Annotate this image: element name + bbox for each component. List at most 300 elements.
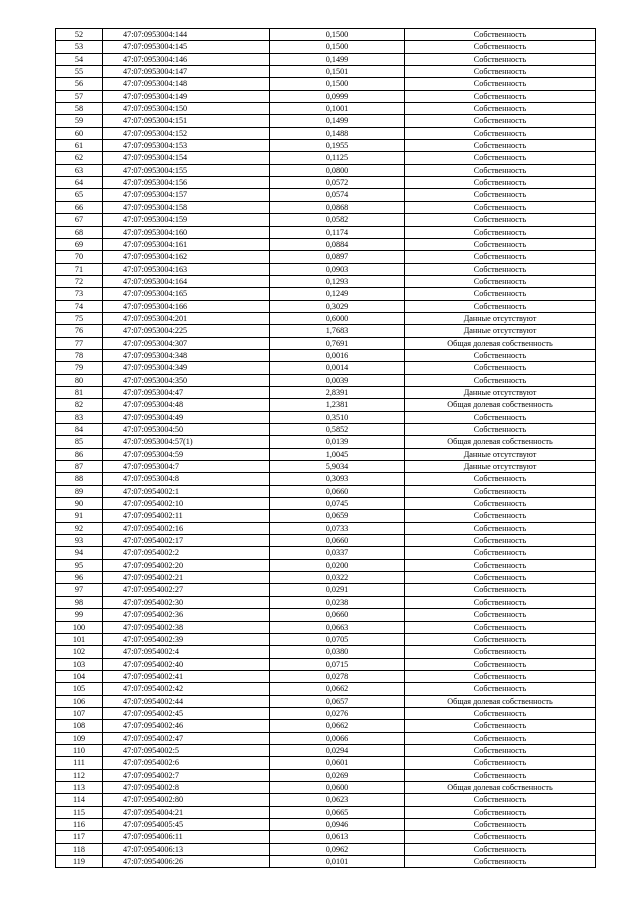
row-number-cell: 112 xyxy=(56,769,103,781)
row-number-cell: 111 xyxy=(56,757,103,769)
ownership-type-cell: Общая долевая собственность xyxy=(405,781,596,793)
area-value-cell: 0,0016 xyxy=(270,349,405,361)
row-number-cell: 62 xyxy=(56,152,103,164)
area-value-cell: 0,0291 xyxy=(270,584,405,596)
row-number-cell: 107 xyxy=(56,707,103,719)
table-row xyxy=(56,90,596,102)
table-row xyxy=(56,127,596,139)
row-number-cell: 81 xyxy=(56,386,103,398)
table-row xyxy=(56,461,596,473)
table-row xyxy=(56,386,596,398)
cadastral-number-cell: 47:07:0953004:166 xyxy=(103,300,270,312)
table-row xyxy=(56,658,596,670)
cadastral-number-cell: 47:07:0954005:45 xyxy=(103,819,270,831)
cadastral-number-cell: 47:07:0954002:16 xyxy=(103,522,270,534)
cadastral-number-cell: 47:07:0953004:164 xyxy=(103,275,270,287)
area-value-cell: 0,3510 xyxy=(270,411,405,423)
cadastral-number-cell: 47:07:0954002:4 xyxy=(103,646,270,658)
area-value-cell: 0,6000 xyxy=(270,312,405,324)
ownership-type-cell: Собственность xyxy=(405,856,596,868)
table-row xyxy=(56,621,596,633)
cadastral-number-cell: 47:07:0954002:80 xyxy=(103,794,270,806)
cadastral-number-cell: 47:07:0953004:201 xyxy=(103,312,270,324)
ownership-type-cell: Собственность xyxy=(405,362,596,374)
table-row xyxy=(56,781,596,793)
cadastral-number-cell: 47:07:0953004:148 xyxy=(103,78,270,90)
ownership-type-cell: Собственность xyxy=(405,115,596,127)
table-row xyxy=(56,300,596,312)
area-value-cell: 1,0045 xyxy=(270,448,405,460)
row-number-cell: 72 xyxy=(56,275,103,287)
ownership-type-cell: Собственность xyxy=(405,53,596,65)
row-number-cell: 59 xyxy=(56,115,103,127)
cadastral-number-cell: 47:07:0954002:8 xyxy=(103,781,270,793)
ownership-type-cell: Собственность xyxy=(405,498,596,510)
area-value-cell: 0,0238 xyxy=(270,596,405,608)
cadastral-number-cell: 47:07:0954002:30 xyxy=(103,596,270,608)
cadastral-number-cell: 47:07:0954002:2 xyxy=(103,547,270,559)
area-value-cell: 0,0946 xyxy=(270,819,405,831)
ownership-type-cell: Собственность xyxy=(405,127,596,139)
cadastral-number-cell: 47:07:0953004:161 xyxy=(103,238,270,250)
cadastral-number-cell: 47:07:0954002:7 xyxy=(103,769,270,781)
table-row xyxy=(56,349,596,361)
table-row xyxy=(56,683,596,695)
ownership-type-cell: Собственность xyxy=(405,510,596,522)
area-value-cell: 0,0745 xyxy=(270,498,405,510)
ownership-type-cell: Собственность xyxy=(405,831,596,843)
area-value-cell: 0,0999 xyxy=(270,90,405,102)
area-value-cell: 0,1001 xyxy=(270,103,405,115)
ownership-type-cell: Собственность xyxy=(405,140,596,152)
ownership-type-cell: Собственность xyxy=(405,646,596,658)
table-row xyxy=(56,263,596,275)
row-number-cell: 61 xyxy=(56,140,103,152)
table-row xyxy=(56,337,596,349)
area-value-cell: 0,0574 xyxy=(270,189,405,201)
cadastral-number-cell: 47:07:0954002:47 xyxy=(103,732,270,744)
area-value-cell: 0,0962 xyxy=(270,843,405,855)
cadastral-number-cell: 47:07:0953004:150 xyxy=(103,103,270,115)
area-value-cell: 0,0572 xyxy=(270,177,405,189)
ownership-type-cell: Общая долевая собственность xyxy=(405,436,596,448)
ownership-type-cell: Собственность xyxy=(405,584,596,596)
ownership-type-cell: Собственность xyxy=(405,251,596,263)
cadastral-number-cell: 47:07:0954006:11 xyxy=(103,831,270,843)
ownership-type-cell: Собственность xyxy=(405,522,596,534)
ownership-type-cell: Собственность xyxy=(405,164,596,176)
table-row xyxy=(56,485,596,497)
row-number-cell: 84 xyxy=(56,424,103,436)
table-row xyxy=(56,411,596,423)
cadastral-number-cell: 47:07:0954002:17 xyxy=(103,535,270,547)
cadastral-number-cell: 47:07:0953004:147 xyxy=(103,66,270,78)
area-value-cell: 1,2381 xyxy=(270,399,405,411)
table-row xyxy=(56,473,596,485)
ownership-type-cell: Собственность xyxy=(405,720,596,732)
row-number-cell: 110 xyxy=(56,744,103,756)
ownership-type-cell: Общая долевая собственность xyxy=(405,399,596,411)
cadastral-number-cell: 47:07:0954002:46 xyxy=(103,720,270,732)
ownership-type-cell: Собственность xyxy=(405,757,596,769)
table-row xyxy=(56,399,596,411)
ownership-type-cell: Данные отсутствуют xyxy=(405,325,596,337)
row-number-cell: 108 xyxy=(56,720,103,732)
row-number-cell: 58 xyxy=(56,103,103,115)
cadastral-number-cell: 47:07:0953004:59 xyxy=(103,448,270,460)
area-value-cell: 0,1249 xyxy=(270,288,405,300)
row-number-cell: 77 xyxy=(56,337,103,349)
ownership-type-cell: Собственность xyxy=(405,238,596,250)
ownership-type-cell: Собственность xyxy=(405,349,596,361)
row-number-cell: 53 xyxy=(56,41,103,53)
row-number-cell: 71 xyxy=(56,263,103,275)
table-row xyxy=(56,732,596,744)
area-value-cell: 0,0139 xyxy=(270,436,405,448)
cadastral-number-cell: 47:07:0953004:144 xyxy=(103,29,270,41)
cadastral-number-cell: 47:07:0953004:350 xyxy=(103,374,270,386)
cadastral-number-cell: 47:07:0953004:145 xyxy=(103,41,270,53)
cadastral-number-cell: 47:07:0953004:156 xyxy=(103,177,270,189)
row-number-cell: 57 xyxy=(56,90,103,102)
area-value-cell: 0,0662 xyxy=(270,683,405,695)
row-number-cell: 70 xyxy=(56,251,103,263)
table-row xyxy=(56,312,596,324)
area-value-cell: 0,0800 xyxy=(270,164,405,176)
ownership-type-cell: Собственность xyxy=(405,29,596,41)
ownership-type-cell: Собственность xyxy=(405,189,596,201)
ownership-type-cell: Собственность xyxy=(405,275,596,287)
cadastral-number-cell: 47:07:0953004:158 xyxy=(103,201,270,213)
ownership-type-cell: Данные отсутствуют xyxy=(405,448,596,460)
area-value-cell: 0,1174 xyxy=(270,226,405,238)
row-number-cell: 63 xyxy=(56,164,103,176)
table-row xyxy=(56,572,596,584)
row-number-cell: 87 xyxy=(56,461,103,473)
cadastral-number-cell: 47:07:0953004:149 xyxy=(103,90,270,102)
ownership-type-cell: Собственность xyxy=(405,572,596,584)
table-row xyxy=(56,53,596,65)
cadastral-number-cell: 47:07:0954002:41 xyxy=(103,670,270,682)
table-row xyxy=(56,535,596,547)
row-number-cell: 64 xyxy=(56,177,103,189)
area-value-cell: 0,0662 xyxy=(270,720,405,732)
cadastral-number-cell: 47:07:0954002:36 xyxy=(103,609,270,621)
table-row xyxy=(56,164,596,176)
ownership-type-cell: Собственность xyxy=(405,201,596,213)
row-number-cell: 88 xyxy=(56,473,103,485)
area-value-cell: 0,0101 xyxy=(270,856,405,868)
area-value-cell: 0,1501 xyxy=(270,66,405,78)
table-row xyxy=(56,78,596,90)
row-number-cell: 96 xyxy=(56,572,103,584)
area-value-cell: 0,5852 xyxy=(270,424,405,436)
row-number-cell: 115 xyxy=(56,806,103,818)
table-row xyxy=(56,275,596,287)
ownership-type-cell: Собственность xyxy=(405,670,596,682)
table-row xyxy=(56,819,596,831)
table-row xyxy=(56,238,596,250)
row-number-cell: 109 xyxy=(56,732,103,744)
area-value-cell: 0,0663 xyxy=(270,621,405,633)
row-number-cell: 113 xyxy=(56,781,103,793)
table-row xyxy=(56,744,596,756)
area-value-cell: 0,0868 xyxy=(270,201,405,213)
row-number-cell: 73 xyxy=(56,288,103,300)
area-value-cell: 0,1499 xyxy=(270,53,405,65)
area-value-cell: 2,8391 xyxy=(270,386,405,398)
area-value-cell: 0,3093 xyxy=(270,473,405,485)
table-row xyxy=(56,695,596,707)
cadastral-number-cell: 47:07:0954002:45 xyxy=(103,707,270,719)
table-row xyxy=(56,843,596,855)
cadastral-number-cell: 47:07:0953004:8 xyxy=(103,473,270,485)
ownership-type-cell: Собственность xyxy=(405,843,596,855)
area-value-cell: 0,0039 xyxy=(270,374,405,386)
row-number-cell: 100 xyxy=(56,621,103,633)
row-number-cell: 52 xyxy=(56,29,103,41)
cadastral-number-cell: 47:07:0953004:163 xyxy=(103,263,270,275)
area-value-cell: 0,0665 xyxy=(270,806,405,818)
table-row xyxy=(56,325,596,337)
ownership-type-cell: Собственность xyxy=(405,66,596,78)
area-value-cell: 0,1500 xyxy=(270,78,405,90)
area-value-cell: 0,0897 xyxy=(270,251,405,263)
cadastral-number-cell: 47:07:0953004:160 xyxy=(103,226,270,238)
cadastral-number-cell: 47:07:0954002:27 xyxy=(103,584,270,596)
ownership-type-cell: Данные отсутствуют xyxy=(405,461,596,473)
table-row xyxy=(56,609,596,621)
cadastral-number-cell: 47:07:0953004:50 xyxy=(103,424,270,436)
table-row xyxy=(56,201,596,213)
area-value-cell: 0,0337 xyxy=(270,547,405,559)
row-number-cell: 94 xyxy=(56,547,103,559)
cadastral-number-cell: 47:07:0954002:5 xyxy=(103,744,270,756)
ownership-type-cell: Собственность xyxy=(405,214,596,226)
table-row xyxy=(56,559,596,571)
cadastral-number-cell: 47:07:0953004:146 xyxy=(103,53,270,65)
ownership-type-cell: Собственность xyxy=(405,78,596,90)
ownership-type-cell: Общая долевая собственность xyxy=(405,695,596,707)
row-number-cell: 66 xyxy=(56,201,103,213)
row-number-cell: 69 xyxy=(56,238,103,250)
ownership-type-cell: Собственность xyxy=(405,732,596,744)
row-number-cell: 76 xyxy=(56,325,103,337)
ownership-type-cell: Собственность xyxy=(405,226,596,238)
cadastral-number-cell: 47:07:0953004:348 xyxy=(103,349,270,361)
cadastral-number-cell: 47:07:0953004:153 xyxy=(103,140,270,152)
ownership-type-cell: Собственность xyxy=(405,559,596,571)
cadastral-number-cell: 47:07:0954004:21 xyxy=(103,806,270,818)
table-row xyxy=(56,547,596,559)
ownership-type-cell: Собственность xyxy=(405,806,596,818)
row-number-cell: 117 xyxy=(56,831,103,843)
table-row xyxy=(56,831,596,843)
cadastral-number-cell: 47:07:0954002:6 xyxy=(103,757,270,769)
ownership-type-cell: Собственность xyxy=(405,633,596,645)
row-number-cell: 67 xyxy=(56,214,103,226)
cadastral-number-cell: 47:07:0953004:307 xyxy=(103,337,270,349)
ownership-type-cell: Собственность xyxy=(405,609,596,621)
table-row xyxy=(56,103,596,115)
row-number-cell: 106 xyxy=(56,695,103,707)
ownership-type-cell: Собственность xyxy=(405,263,596,275)
row-number-cell: 119 xyxy=(56,856,103,868)
table-row xyxy=(56,41,596,53)
ownership-type-cell: Собственность xyxy=(405,547,596,559)
area-value-cell: 0,0659 xyxy=(270,510,405,522)
ownership-type-cell: Собственность xyxy=(405,424,596,436)
area-value-cell: 0,1499 xyxy=(270,115,405,127)
row-number-cell: 116 xyxy=(56,819,103,831)
area-value-cell: 0,0294 xyxy=(270,744,405,756)
row-number-cell: 103 xyxy=(56,658,103,670)
cadastral-number-cell: 47:07:0953004:157 xyxy=(103,189,270,201)
area-value-cell: 0,0660 xyxy=(270,485,405,497)
area-value-cell: 0,0276 xyxy=(270,707,405,719)
cadastral-number-cell: 47:07:0954002:11 xyxy=(103,510,270,522)
area-value-cell: 0,0582 xyxy=(270,214,405,226)
row-number-cell: 79 xyxy=(56,362,103,374)
cadastral-number-cell: 47:07:0953004:49 xyxy=(103,411,270,423)
area-value-cell: 0,1955 xyxy=(270,140,405,152)
area-value-cell: 0,0623 xyxy=(270,794,405,806)
cadastral-number-cell: 47:07:0953004:154 xyxy=(103,152,270,164)
ownership-type-cell: Собственность xyxy=(405,707,596,719)
ownership-type-cell: Собственность xyxy=(405,621,596,633)
area-value-cell: 0,0613 xyxy=(270,831,405,843)
table-row xyxy=(56,374,596,386)
row-number-cell: 98 xyxy=(56,596,103,608)
ownership-type-cell: Собственность xyxy=(405,300,596,312)
table-row xyxy=(56,189,596,201)
area-value-cell: 0,0660 xyxy=(270,535,405,547)
ownership-type-cell: Собственность xyxy=(405,374,596,386)
row-number-cell: 74 xyxy=(56,300,103,312)
row-number-cell: 105 xyxy=(56,683,103,695)
table-row xyxy=(56,769,596,781)
row-number-cell: 101 xyxy=(56,633,103,645)
ownership-type-cell: Собственность xyxy=(405,90,596,102)
table-row xyxy=(56,214,596,226)
area-value-cell: 5,9034 xyxy=(270,461,405,473)
row-number-cell: 90 xyxy=(56,498,103,510)
row-number-cell: 91 xyxy=(56,510,103,522)
area-value-cell: 0,0014 xyxy=(270,362,405,374)
area-value-cell: 0,0066 xyxy=(270,732,405,744)
cadastral-number-cell: 47:07:0953004:48 xyxy=(103,399,270,411)
table-row xyxy=(56,251,596,263)
table-row xyxy=(56,757,596,769)
ownership-type-cell: Собственность xyxy=(405,177,596,189)
row-number-cell: 60 xyxy=(56,127,103,139)
table-row xyxy=(56,362,596,374)
row-number-cell: 95 xyxy=(56,559,103,571)
cadastral-number-cell: 47:07:0953004:165 xyxy=(103,288,270,300)
area-value-cell: 0,0660 xyxy=(270,609,405,621)
table-row xyxy=(56,510,596,522)
cadastral-number-cell: 47:07:0954006:13 xyxy=(103,843,270,855)
cadastral-number-cell: 47:07:0953004:162 xyxy=(103,251,270,263)
row-number-cell: 114 xyxy=(56,794,103,806)
area-value-cell: 0,0884 xyxy=(270,238,405,250)
table-row xyxy=(56,140,596,152)
table-row xyxy=(56,177,596,189)
area-value-cell: 0,1125 xyxy=(270,152,405,164)
row-number-cell: 92 xyxy=(56,522,103,534)
ownership-type-cell: Собственность xyxy=(405,658,596,670)
ownership-type-cell: Собственность xyxy=(405,473,596,485)
table-body xyxy=(56,29,596,868)
ownership-type-cell: Собственность xyxy=(405,288,596,300)
area-value-cell: 0,0269 xyxy=(270,769,405,781)
ownership-type-cell: Общая долевая собственность xyxy=(405,337,596,349)
ownership-type-cell: Собственность xyxy=(405,535,596,547)
row-number-cell: 89 xyxy=(56,485,103,497)
area-value-cell: 0,1293 xyxy=(270,275,405,287)
ownership-type-cell: Собственность xyxy=(405,411,596,423)
cadastral-number-cell: 47:07:0953004:159 xyxy=(103,214,270,226)
table-row xyxy=(56,226,596,238)
table-row xyxy=(56,856,596,868)
table-row xyxy=(56,646,596,658)
row-number-cell: 97 xyxy=(56,584,103,596)
row-number-cell: 65 xyxy=(56,189,103,201)
table-row xyxy=(56,670,596,682)
cadastral-number-cell: 47:07:0954002:10 xyxy=(103,498,270,510)
cadastral-number-cell: 47:07:0954002:20 xyxy=(103,559,270,571)
cadastral-number-cell: 47:07:0953004:47 xyxy=(103,386,270,398)
cadastral-number-cell: 47:07:0953004:57(1) xyxy=(103,436,270,448)
table-row xyxy=(56,424,596,436)
table-row xyxy=(56,794,596,806)
row-number-cell: 54 xyxy=(56,53,103,65)
table-row xyxy=(56,498,596,510)
table-row xyxy=(56,707,596,719)
area-value-cell: 1,7683 xyxy=(270,325,405,337)
area-value-cell: 0,0200 xyxy=(270,559,405,571)
area-value-cell: 0,0380 xyxy=(270,646,405,658)
table-row xyxy=(56,436,596,448)
ownership-type-cell: Собственность xyxy=(405,152,596,164)
area-value-cell: 0,1500 xyxy=(270,41,405,53)
cadastral-number-cell: 47:07:0953004:225 xyxy=(103,325,270,337)
land-parcel-table xyxy=(55,28,596,868)
ownership-type-cell: Собственность xyxy=(405,485,596,497)
ownership-type-cell: Собственность xyxy=(405,103,596,115)
area-value-cell: 0,0903 xyxy=(270,263,405,275)
row-number-cell: 56 xyxy=(56,78,103,90)
table-row xyxy=(56,720,596,732)
cadastral-number-cell: 47:07:0953004:151 xyxy=(103,115,270,127)
ownership-type-cell: Собственность xyxy=(405,596,596,608)
area-value-cell: 0,0733 xyxy=(270,522,405,534)
table-row xyxy=(56,806,596,818)
row-number-cell: 82 xyxy=(56,399,103,411)
table-row xyxy=(56,288,596,300)
row-number-cell: 118 xyxy=(56,843,103,855)
cadastral-number-cell: 47:07:0954002:44 xyxy=(103,695,270,707)
cadastral-number-cell: 47:07:0954002:42 xyxy=(103,683,270,695)
row-number-cell: 104 xyxy=(56,670,103,682)
area-value-cell: 0,1488 xyxy=(270,127,405,139)
area-value-cell: 0,0715 xyxy=(270,658,405,670)
table-row xyxy=(56,522,596,534)
area-value-cell: 0,7691 xyxy=(270,337,405,349)
row-number-cell: 86 xyxy=(56,448,103,460)
row-number-cell: 80 xyxy=(56,374,103,386)
table-row xyxy=(56,584,596,596)
